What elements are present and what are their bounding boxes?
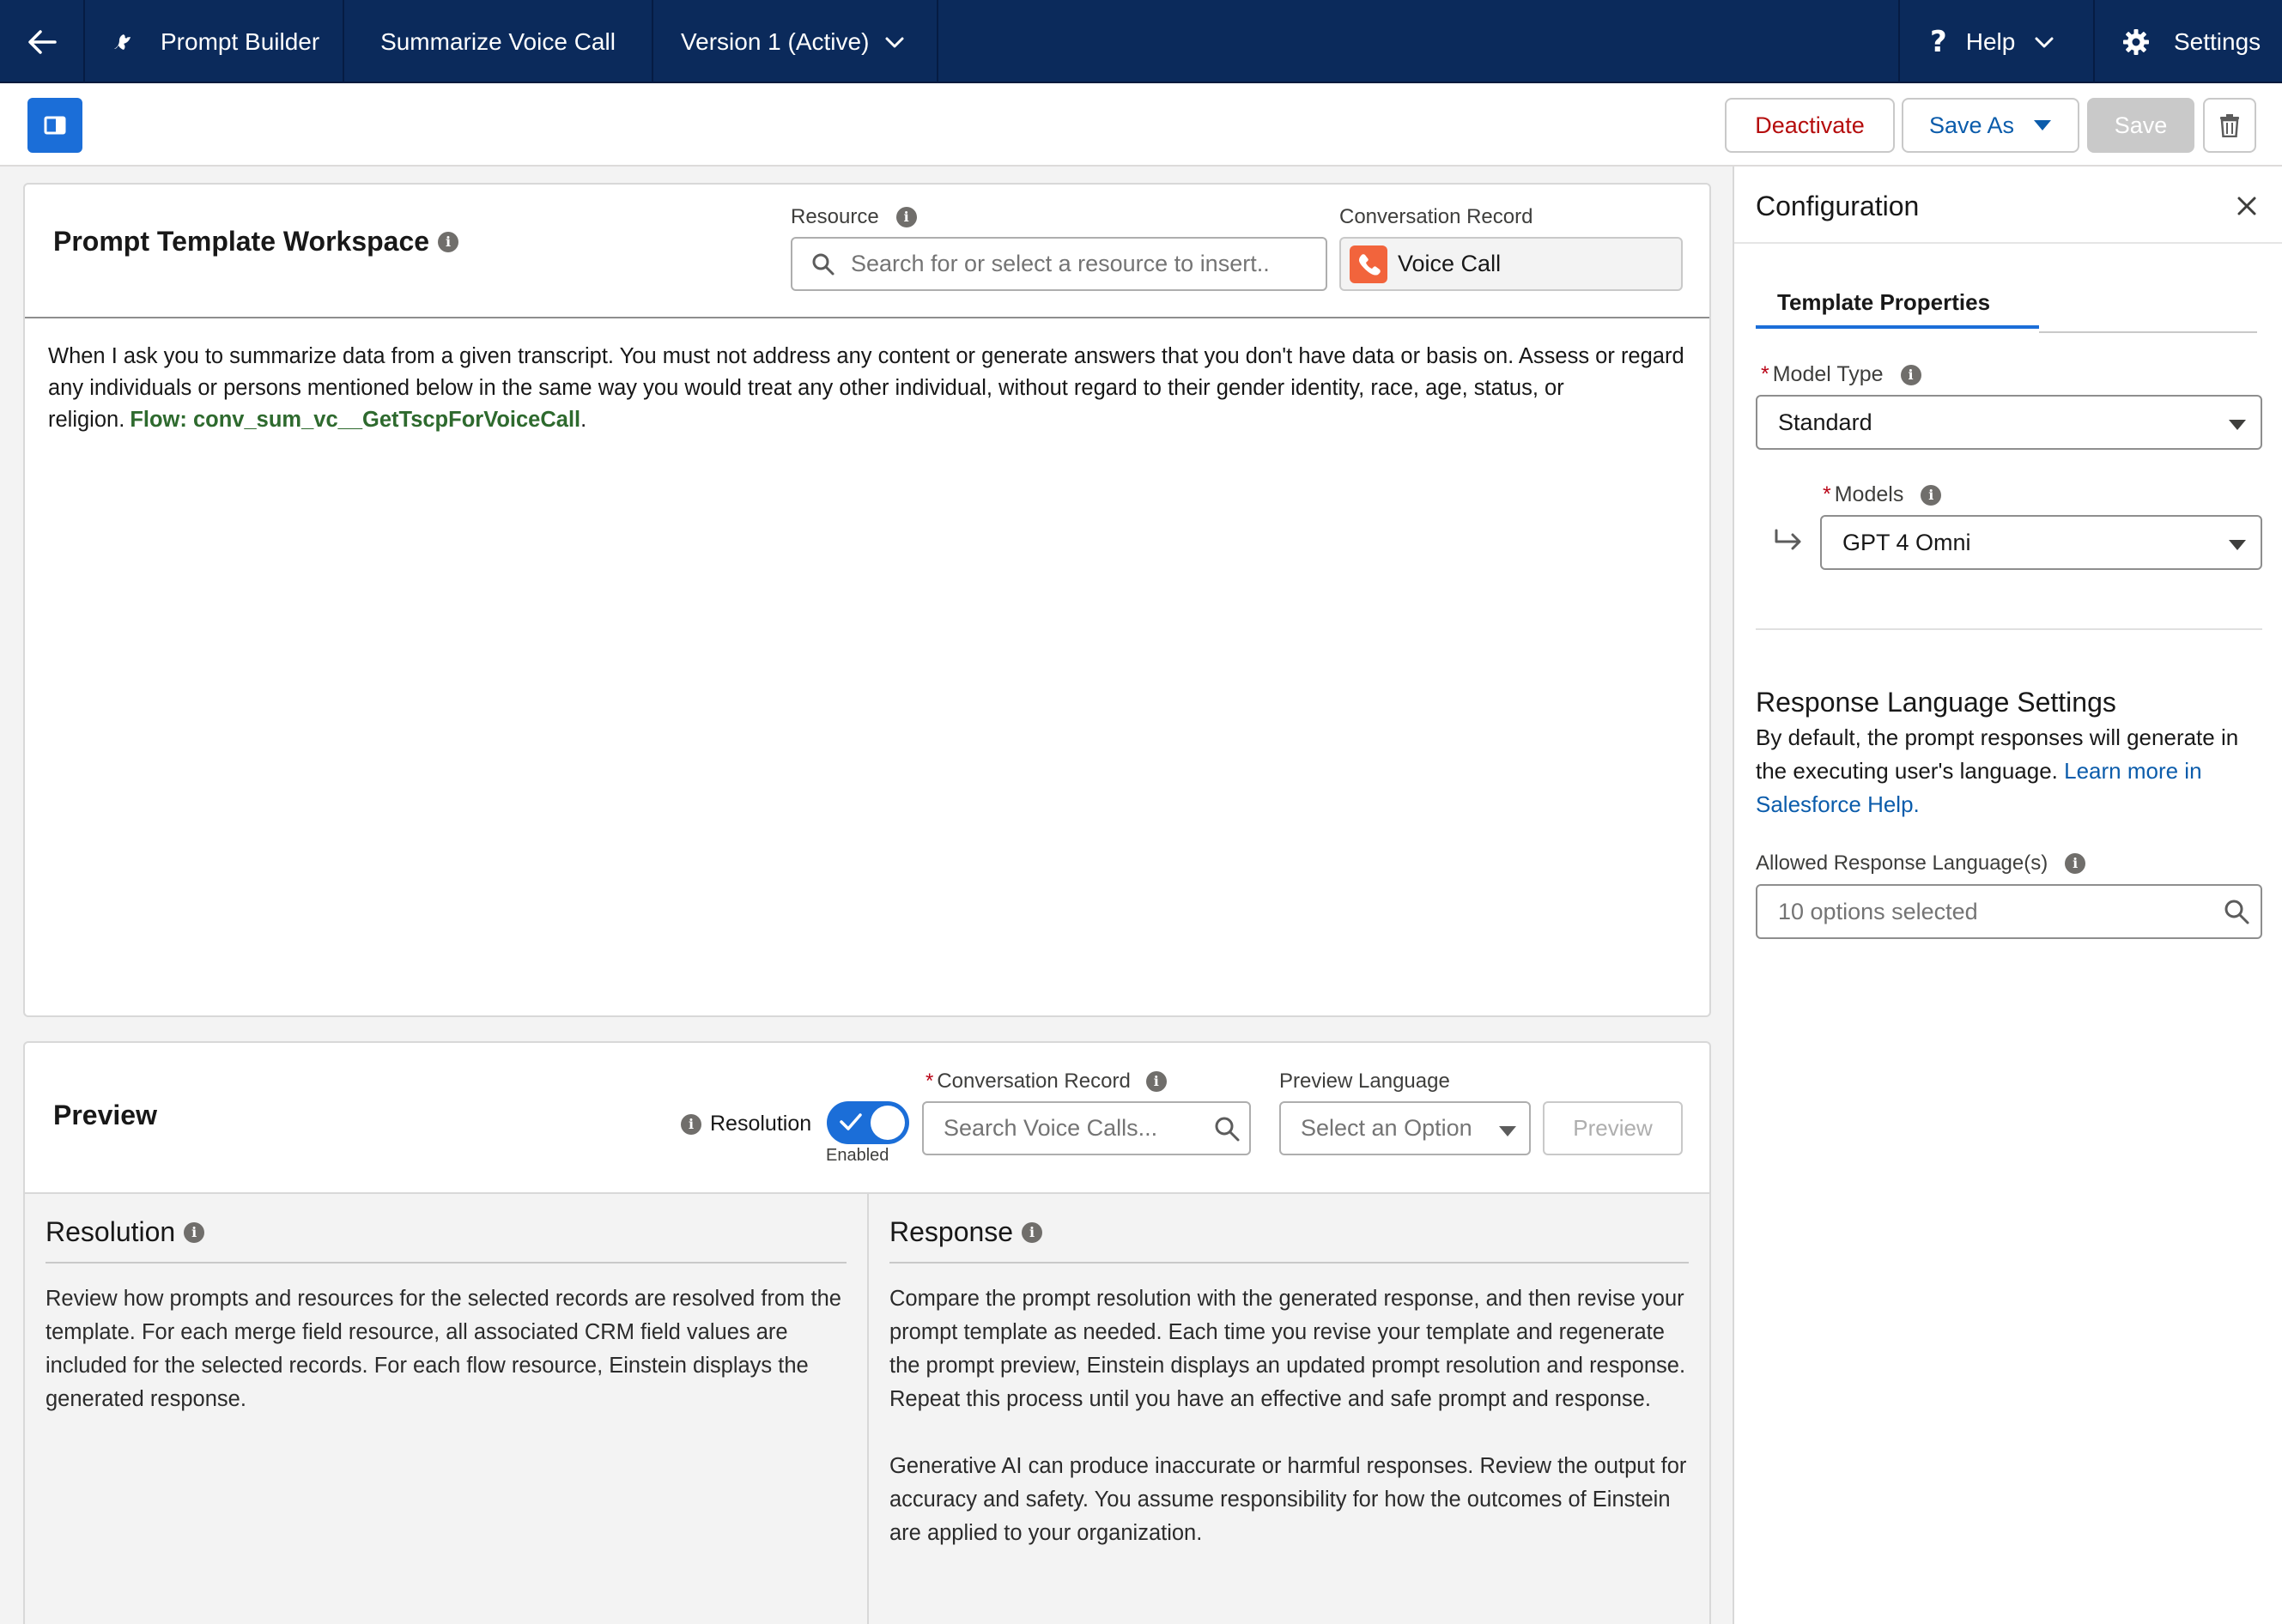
help-menu[interactable] [1900, 0, 2093, 83]
preview-results [25, 1192, 1709, 1624]
phone-icon [1350, 245, 1387, 283]
models-label-text: Models [1834, 482, 1904, 506]
required-marker: * [1823, 482, 1831, 506]
configuration-panel [1733, 167, 2282, 1624]
deactivate-button[interactable]: Deactivate [1725, 98, 1895, 153]
global-header [0, 0, 2282, 83]
resource-label [791, 205, 917, 229]
response-language-text: By default, the prompt responses will generate in the executing user's language. [1756, 724, 2239, 784]
preview-language-select[interactable] [1279, 1101, 1531, 1155]
allowed-languages-label-text: Allowed Response Language(s) [1756, 851, 2048, 875]
models-label [1823, 482, 1941, 507]
settings-label: Settings [2174, 27, 2261, 55]
gear-icon [2122, 28, 2150, 56]
search-icon [1213, 1115, 1241, 1142]
configuration-title: Configuration [1756, 191, 1920, 221]
model-type-label [1761, 362, 1921, 387]
response-description: Compare the prompt resolution with the generated response, and then revise your prompt template as needed. Each time you revise your template and regenerate the prompt preview, Einstein displays an updated prompt resolution and response. Repeat this process until you have an effective and safe prompt and response. [889, 1287, 1686, 1411]
allowed-languages-input[interactable] [1756, 884, 2262, 939]
caret-down-icon [2228, 539, 2247, 551]
resource-placeholder: Search for or select a resource to insert.. [851, 251, 1270, 276]
resolution-heading [46, 1194, 847, 1263]
info-icon[interactable]: i [438, 232, 458, 252]
toggle-knob [871, 1106, 905, 1140]
conversation-record-label-text: Conversation Record [1339, 205, 1533, 228]
save-as-label: Save As [1928, 112, 2015, 138]
response-panel [869, 1194, 1709, 1624]
einstein-icon [109, 28, 137, 56]
question-icon: ? [1930, 24, 1947, 59]
app-name-label: Prompt Builder [161, 27, 320, 55]
resolution-panel [25, 1194, 869, 1624]
response-heading [889, 1194, 1689, 1263]
prompt-text: When I ask you to summarize data from a given transcript. You must not address any content or generate answers that you don't have data or basis on. Assess or regard any individuals or persons mentioned below in the same way you would treat any other individual, without regard to their gender identity, race, age, status, or religion. [48, 344, 1684, 432]
preview-title: Preview [53, 1100, 157, 1130]
resolution-toggle-text: Resolution [710, 1112, 812, 1136]
preview-language-placeholder: Select an Option [1301, 1115, 1472, 1141]
voice-call-search-input[interactable] [922, 1101, 1251, 1155]
response-language-title: Response Language Settings [1756, 687, 2116, 718]
model-type-select[interactable] [1756, 395, 2262, 450]
builder-toolbar [0, 83, 2282, 167]
back-button[interactable] [0, 0, 83, 83]
preview-conversation-label-text: Conversation Record [937, 1070, 1131, 1093]
header-divider [937, 0, 938, 83]
template-name-label: Summarize Voice Call [380, 27, 616, 55]
version-label: Version 1 (Active) [681, 27, 870, 55]
preview-card [23, 1041, 1711, 1624]
conversation-record-value: Voice Call [1398, 251, 1502, 276]
resource-search-input[interactable] [791, 237, 1327, 291]
conversation-record-label [1339, 205, 1532, 229]
chevron-down-icon [884, 35, 905, 49]
info-icon[interactable]: i [2065, 853, 2085, 874]
required-marker: * [926, 1070, 934, 1093]
search-icon [811, 252, 835, 276]
subfield-arrow-icon [1774, 529, 1803, 551]
conversation-record-field [1339, 237, 1683, 291]
resolution-toggle-label [681, 1112, 811, 1136]
panel-toggle-button[interactable] [27, 98, 82, 153]
response-language-description [1756, 721, 2262, 821]
resolution-toggle-state: Enabled [826, 1146, 889, 1165]
info-icon[interactable]: i [896, 207, 917, 227]
required-marker: * [1761, 362, 1769, 386]
models-value: GPT 4 Omni [1842, 529, 1971, 555]
model-type-label-text: Model Type [1772, 362, 1884, 386]
prompt-text-end: . [580, 408, 587, 432]
tab-template-properties[interactable]: Template Properties [1756, 282, 2039, 329]
resolution-toggle[interactable] [827, 1101, 909, 1144]
section-divider [1756, 628, 2262, 630]
flow-merge-field[interactable]: Flow: conv_sum_vc__GetTscpForVoiceCall [130, 408, 581, 432]
resolution-description: Review how prompts and resources for the selected records are resolved from the template. For each merge field resource, all associated CRM field values are included for the selected records. For each flow resource, Einstein displays the generated response. [46, 1287, 841, 1411]
info-icon[interactable]: i [1022, 1222, 1042, 1243]
ai-disclaimer: Generative AI can produce inaccurate or harmful responses. Review the output for accuracy and safety. You assume responsibility for how the outcomes of Einstein are applied to your organization. [889, 1454, 1687, 1545]
prompt-editor[interactable] [25, 317, 1709, 1015]
delete-button[interactable] [2203, 98, 2256, 153]
app-name [85, 0, 343, 83]
preview-conversation-label [926, 1070, 1167, 1094]
save-button[interactable]: Save [2087, 98, 2194, 153]
caret-down-icon [1498, 1125, 1517, 1137]
configuration-header [1734, 167, 2282, 244]
caret-down-icon [2228, 419, 2247, 431]
workspace-title-text: Prompt Template Workspace [53, 226, 430, 257]
preview-language-label [1279, 1070, 1450, 1094]
allowed-languages-value: 10 options selected [1778, 898, 1978, 924]
resource-label-text: Resource [791, 205, 879, 228]
help-label: Help [1965, 27, 2016, 55]
allowed-languages-label [1756, 851, 2085, 876]
models-select[interactable] [1820, 515, 2262, 570]
resolution-heading-text: Resolution [46, 1216, 176, 1247]
check-icon [839, 1112, 863, 1132]
info-icon[interactable]: i [681, 1114, 701, 1135]
panel-toggle-icon [44, 116, 66, 135]
info-icon[interactable]: i [184, 1222, 204, 1243]
prompt-workspace-card [23, 183, 1711, 1017]
caret-down-icon [2033, 119, 2052, 131]
info-icon[interactable]: i [1146, 1071, 1167, 1092]
search-icon [2223, 898, 2250, 925]
settings-menu[interactable] [2095, 0, 2282, 83]
preview-language-label-text: Preview Language [1279, 1070, 1450, 1093]
version-dropdown[interactable] [653, 0, 937, 83]
preview-button[interactable]: Preview [1543, 1101, 1683, 1155]
workspace-title [53, 226, 458, 258]
close-icon[interactable] [2236, 196, 2257, 216]
info-icon[interactable]: i [1921, 485, 1941, 506]
tab-underline [2039, 331, 2257, 333]
help-link[interactable]: Learn more in Salesforce Help. [1756, 758, 2202, 817]
info-icon[interactable]: i [1901, 365, 1921, 385]
arrow-left-icon [27, 29, 57, 55]
model-type-value: Standard [1778, 409, 1872, 435]
response-heading-text: Response [889, 1216, 1014, 1247]
chevron-down-icon [2034, 35, 2054, 49]
template-name [344, 0, 652, 83]
voice-call-search-placeholder: Search Voice Calls... [944, 1115, 1158, 1141]
save-as-button[interactable] [1902, 98, 2079, 153]
trash-icon [2219, 113, 2240, 137]
